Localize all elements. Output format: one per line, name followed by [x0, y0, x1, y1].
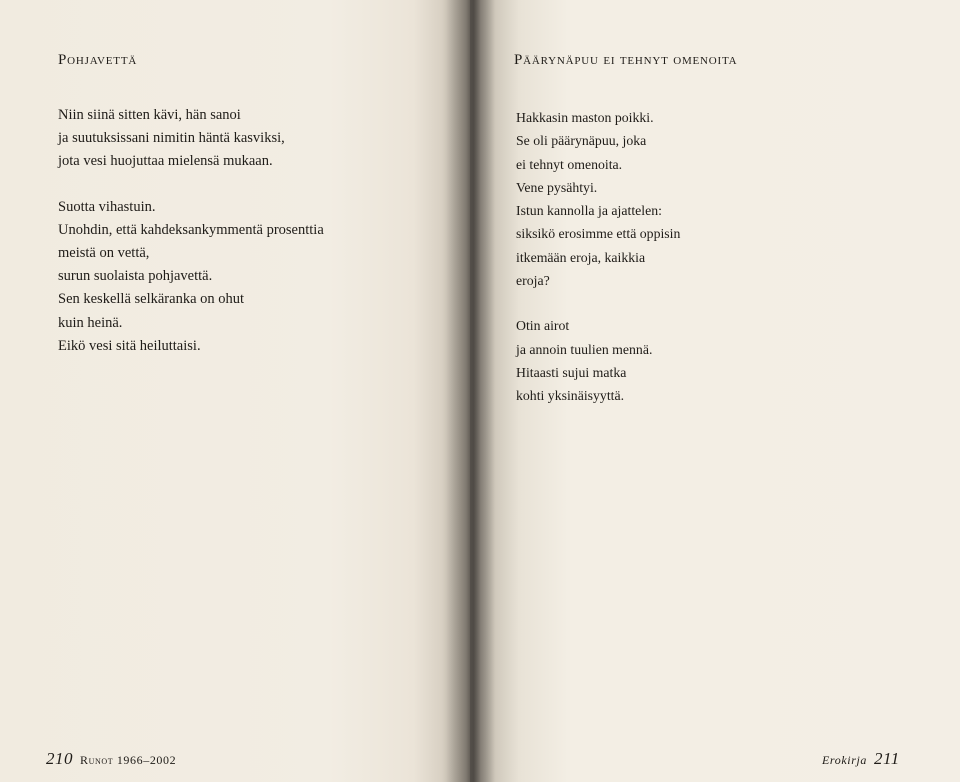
poem-line: Se oli päärynäpuu, joka — [516, 133, 647, 149]
poem-line: siksikö erosimme että oppisin — [516, 226, 681, 242]
poem-line: itkemään eroja, kaikkia — [516, 249, 646, 265]
poem-line: jota vesi huojuttaa mielensä mukaan. — [58, 153, 273, 170]
poem-line: Istun kannolla ja ajattelen: — [516, 203, 662, 219]
poem-line: Eikö vesi sitä heiluttaisi. — [58, 337, 201, 354]
poem-line: kohti yksinäisyyttä. — [516, 388, 625, 404]
poem-line: ja suutuksissani nimitin häntä kasviksi, — [58, 130, 285, 147]
left-running-head: Runot 1966–2002 — [80, 753, 177, 767]
right-running-head: Erokirja — [822, 753, 868, 767]
right-poem-body — [516, 106, 680, 430]
left-poem-title-text: Pohjavettä — [58, 52, 138, 68]
poem-line: surun suolaista pohjavettä. — [58, 268, 213, 285]
right-page — [470, 0, 960, 782]
poem-line: ja annoin tuulien mennä. — [516, 341, 653, 357]
poem-line: kuin heinä. — [58, 314, 123, 331]
book-gutter-shadow — [446, 0, 496, 782]
poem-line: Vene pysähtyi. — [516, 179, 598, 195]
right-stanza-2 — [516, 314, 680, 407]
poem-line: meistä on vettä, — [58, 245, 150, 262]
left-poem-title — [58, 52, 137, 69]
poem-line: Sen keskellä selkäranka on ohut — [58, 291, 245, 308]
left-page — [0, 0, 470, 782]
right-poem-title-text: Päärynäpuu ei tehnyt omenoita — [514, 52, 738, 68]
right-page-number: 211 — [874, 749, 900, 768]
poem-line: eroja? — [516, 273, 550, 289]
left-footer — [46, 749, 176, 769]
left-page-number: 210 — [46, 749, 73, 768]
poem-line: Unohdin, että kahdeksankymmentä prosenttia — [58, 221, 324, 238]
poem-line: Niin siinä sitten kävi, hän sanoi — [58, 107, 241, 123]
left-stanza-1 — [58, 104, 324, 174]
right-poem-title — [514, 52, 737, 69]
poem-line: Hakkasin maston poikki. — [516, 110, 654, 125]
right-stanza-1 — [516, 106, 680, 292]
left-poem-body — [58, 104, 324, 380]
right-footer — [822, 749, 900, 769]
left-stanza-2 — [58, 196, 324, 358]
poem-line: Hitaasti sujui matka — [516, 364, 627, 380]
poem-line: Suotta vihastuin. — [58, 198, 156, 215]
poem-line: Otin airot — [516, 318, 570, 334]
poem-line: ei tehnyt omenoita. — [516, 156, 623, 172]
